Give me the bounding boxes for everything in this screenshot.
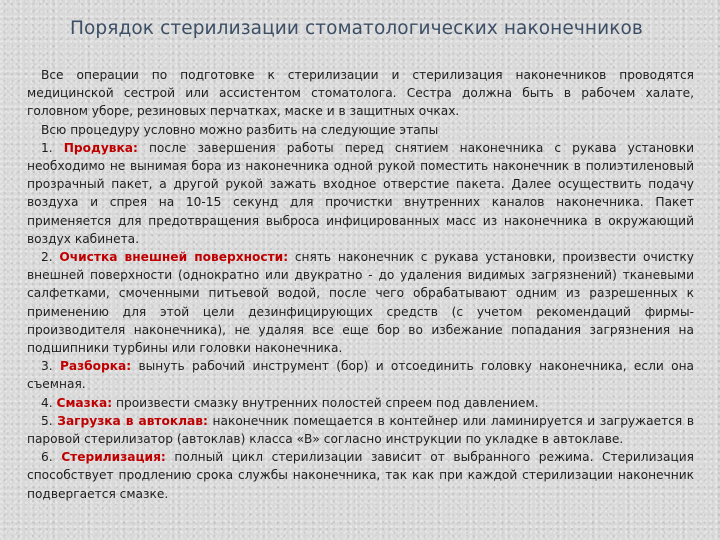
- step-number: 5.: [41, 413, 53, 428]
- step-text: произвести смазку внутренних полостей спреем под давлением.: [115, 395, 539, 410]
- step-4: [27, 394, 694, 412]
- step-text: снять наконечник с рукава установки, произвести очистку внешней поверхности (однократно или двукратно - до удаления видимых загрязнений) тканевыми салфетками, смоченными питьевой водой, после чего обрабатывают одним из разрешенных к применению для этой цели дезинфицирующих средств (с учетом рекомендаций фирмы-производителя наконечника), не удаляя все еще бор во избежание попадания загрязнения на подшипники турбины или головки наконечника.: [27, 250, 695, 356]
- step-text: полный цикл стерилизации зависит от выбранного режима. Стерилизация способствует продлению срока службы наконечника, так как при каждой стерилизации наконечник подвергается смазке.: [27, 450, 695, 501]
- step-number: 3.: [41, 359, 53, 374]
- step-name: Разборка:: [59, 359, 132, 374]
- step-number: 6.: [41, 450, 53, 465]
- intro-stages-paragraph: Всю процедуру условно можно разбить на следующие этапы: [41, 122, 439, 137]
- step-2: [27, 248, 694, 357]
- step-5: [27, 412, 694, 448]
- step-name: Смазка:: [56, 395, 113, 410]
- step-name: Очистка внешней поверхности:: [59, 250, 289, 265]
- step-text: после завершения работы перед снятием наконечника с рукава установки необходимо не вынимая бора из наконечника одной рукой поместить наконечник в полиэтиленовый прозрачный пакет, а другой рукой зажать входное отверстие пакета. Далее осуществить подачу воздуха и спрея на 10-15 секунд для прочистки внутренних каналов наконечника. Пакет применяется для предотвращения выброса инфицированных масс из наконечника в окружающий воздух кабинета.: [27, 140, 695, 246]
- step-3: [27, 357, 694, 393]
- step-text: вынуть рабочий инструмент (бор) и отсоединить головку наконечника, если она съемная.: [27, 359, 694, 392]
- page-title: Порядок стерилизации стоматологических наконечников: [70, 18, 643, 39]
- intro-paragraph: Все операции по подготовке к стерилизации и стерилизация наконечников проводятся медицинской сестрой или ассистентом стоматолога. Сестра должна быть в рабочем халате, головном уборе, резиновых перчатках, маске и в защитных очках.: [27, 68, 694, 119]
- step-text: наконечник помещается в контейнер или ламинируется и загружается в паровой стерилизатор (автоклав) класса «В» согласно инструкции по укладке в автоклаве.: [27, 413, 695, 447]
- step-name: Стерилизация:: [61, 450, 166, 465]
- step-name: Загрузка в автоклав:: [57, 413, 208, 428]
- step-number: 1.: [41, 140, 53, 155]
- step-1: [27, 139, 694, 248]
- step-number: 4.: [41, 395, 53, 410]
- step-number: 2.: [41, 250, 53, 265]
- step-name: Продувка:: [63, 140, 138, 155]
- document-body: [27, 66, 694, 503]
- step-6: [27, 448, 694, 503]
